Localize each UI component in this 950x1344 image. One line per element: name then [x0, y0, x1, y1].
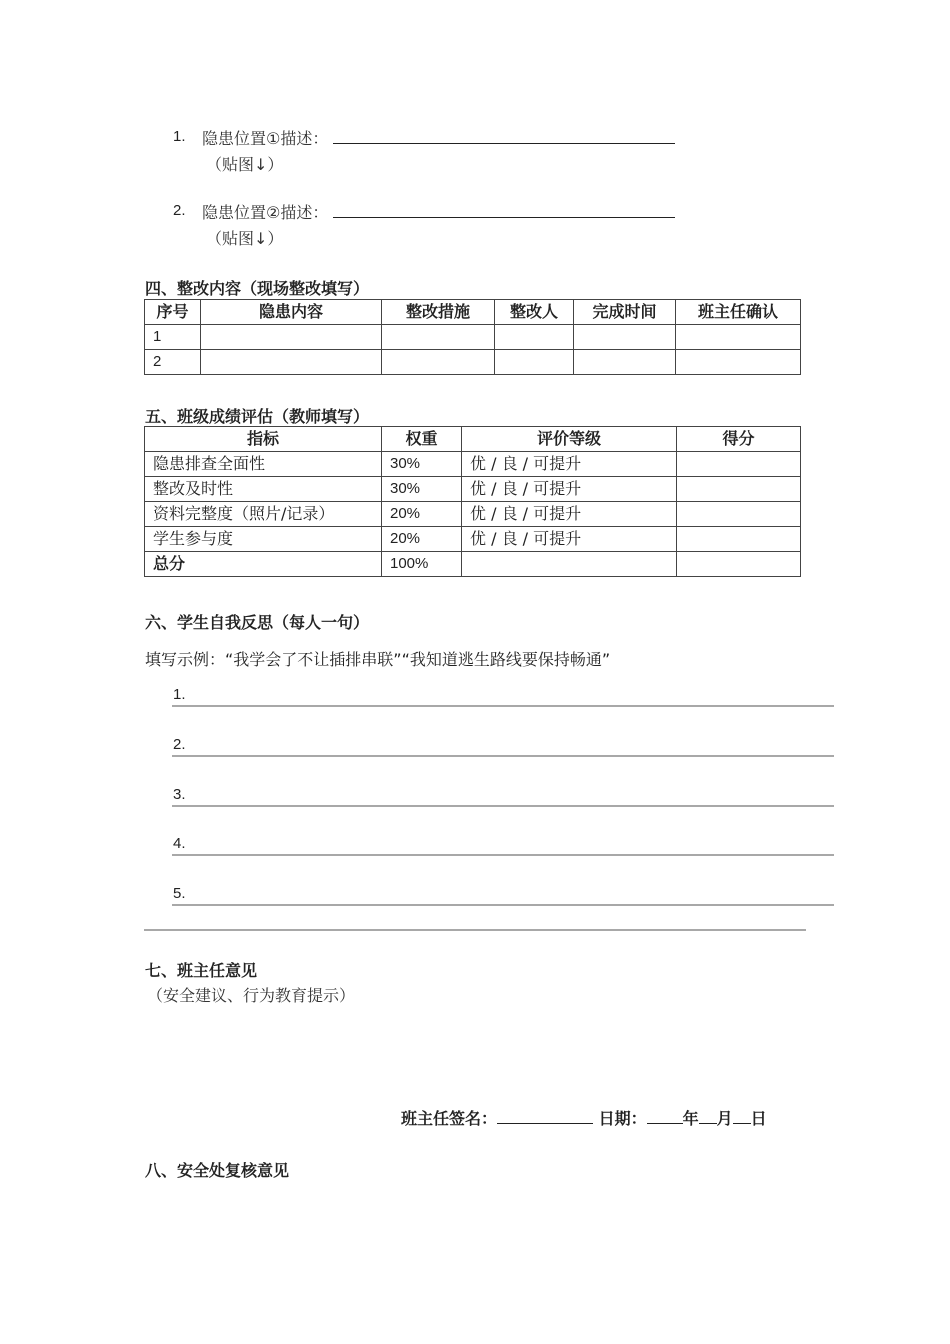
teacher-opinion-area[interactable]: [145, 1010, 805, 1098]
hazard-2-paste-hint: （贴图↓）: [206, 229, 284, 248]
hazard-2-label-text: 隐患位置②描述：: [202, 203, 329, 222]
year-field[interactable]: [647, 1108, 683, 1124]
grade-table: [144, 426, 801, 577]
reflection-number: 5.: [173, 885, 186, 902]
signature-line: [401, 1106, 767, 1129]
reflection-line-3[interactable]: [172, 805, 834, 807]
hazard-1-number: 1.: [173, 128, 186, 145]
grade-score-cell[interactable]: [677, 452, 801, 477]
hazard-2-label: [202, 200, 675, 223]
rectify-header: 隐患内容: [201, 300, 382, 325]
grade-score-cell[interactable]: [677, 502, 801, 527]
grade-score-cell[interactable]: [677, 477, 801, 502]
reflection-heading: 六、学生自我反思（每人一句）: [145, 613, 370, 632]
table-cell[interactable]: [201, 325, 382, 350]
reflection-number: 4.: [173, 835, 186, 852]
table-cell[interactable]: [495, 350, 574, 375]
grade-item: 资料完整度（照片/记录）: [145, 502, 382, 527]
teacher-hint: （安全建议、行为教育提示）: [147, 986, 356, 1005]
reflection-line-1[interactable]: [172, 705, 834, 707]
hazard-2-description-field[interactable]: [333, 202, 675, 218]
rectify-header: 班主任确认: [676, 300, 801, 325]
signature-field[interactable]: [497, 1108, 593, 1124]
reflection-number: 1.: [173, 686, 186, 703]
grade-total-level-cell[interactable]: [462, 552, 677, 577]
section-divider: [144, 929, 806, 931]
rectify-header: 整改措施: [382, 300, 495, 325]
table-row: [145, 350, 801, 375]
rectify-header: 序号: [145, 300, 201, 325]
day-field[interactable]: [733, 1108, 751, 1124]
reflection-line-4[interactable]: [172, 854, 834, 856]
day-label: 日: [750, 1109, 767, 1128]
table-row: [145, 502, 801, 527]
rectify-heading: 四、整改内容（现场整改填写）: [145, 279, 370, 298]
grade-weight: 20%: [382, 527, 462, 552]
table-cell[interactable]: [574, 325, 676, 350]
grade-total-score-cell[interactable]: [677, 552, 801, 577]
grade-item: 整改及时性: [145, 477, 382, 502]
reflection-number: 2.: [173, 736, 186, 753]
grade-item: 学生参与度: [145, 527, 382, 552]
month-label: 月: [716, 1109, 733, 1128]
safety-opinion-area[interactable]: [145, 1186, 805, 1306]
grade-weight: 30%: [382, 477, 462, 502]
table-cell[interactable]: [676, 325, 801, 350]
grade-item: 隐患排查全面性: [145, 452, 382, 477]
row-number: 1: [145, 325, 201, 350]
year-label: 年: [682, 1109, 699, 1128]
grade-score-cell[interactable]: [677, 527, 801, 552]
grade-total-row: [145, 552, 801, 577]
hazard-1-description-field[interactable]: [333, 128, 675, 144]
rectify-header-row: [145, 300, 801, 325]
date-label: 日期：: [598, 1109, 647, 1128]
rectify-table: [144, 299, 801, 375]
table-cell[interactable]: [382, 350, 495, 375]
table-row: [145, 527, 801, 552]
table-row: [145, 477, 801, 502]
hazard-1-label: [202, 126, 675, 149]
signature-label: 班主任签名：: [401, 1109, 498, 1128]
grade-header: 评价等级: [462, 427, 677, 452]
table-cell[interactable]: [495, 325, 574, 350]
reflection-line-2[interactable]: [172, 755, 834, 757]
table-cell[interactable]: [574, 350, 676, 375]
month-field[interactable]: [699, 1108, 717, 1124]
grade-header: 权重: [382, 427, 462, 452]
hazard-1-paste-hint: （贴图↓）: [206, 155, 284, 174]
table-cell[interactable]: [676, 350, 801, 375]
grade-level-options[interactable]: 优 / 良 / 可提升: [462, 452, 677, 477]
grade-heading: 五、班级成绩评估（教师填写）: [145, 407, 370, 426]
rectify-header: 完成时间: [574, 300, 676, 325]
reflection-example: 填写示例：“我学会了不让插排串联”“我知道逃生路线要保持畅通”: [145, 650, 611, 669]
table-row: [145, 325, 801, 350]
grade-total-label: 总分: [145, 552, 382, 577]
hazard-1-label-text: 隐患位置①描述：: [202, 129, 329, 148]
table-row: [145, 452, 801, 477]
table-cell[interactable]: [382, 325, 495, 350]
grade-level-options[interactable]: 优 / 良 / 可提升: [462, 477, 677, 502]
table-cell[interactable]: [201, 350, 382, 375]
grade-level-options[interactable]: 优 / 良 / 可提升: [462, 502, 677, 527]
row-number: 2: [145, 350, 201, 375]
grade-header: 得分: [677, 427, 801, 452]
reflection-number: 3.: [173, 786, 186, 803]
grade-weight: 20%: [382, 502, 462, 527]
rectify-header: 整改人: [495, 300, 574, 325]
hazard-2-number: 2.: [173, 202, 186, 219]
grade-level-options[interactable]: 优 / 良 / 可提升: [462, 527, 677, 552]
safety-heading: 八、安全处复核意见: [145, 1161, 290, 1180]
grade-header-row: [145, 427, 801, 452]
grade-weight: 30%: [382, 452, 462, 477]
grade-header: 指标: [145, 427, 382, 452]
reflection-line-5[interactable]: [172, 904, 834, 906]
grade-total-weight: 100%: [382, 552, 462, 577]
teacher-heading: 七、班主任意见: [145, 961, 258, 980]
